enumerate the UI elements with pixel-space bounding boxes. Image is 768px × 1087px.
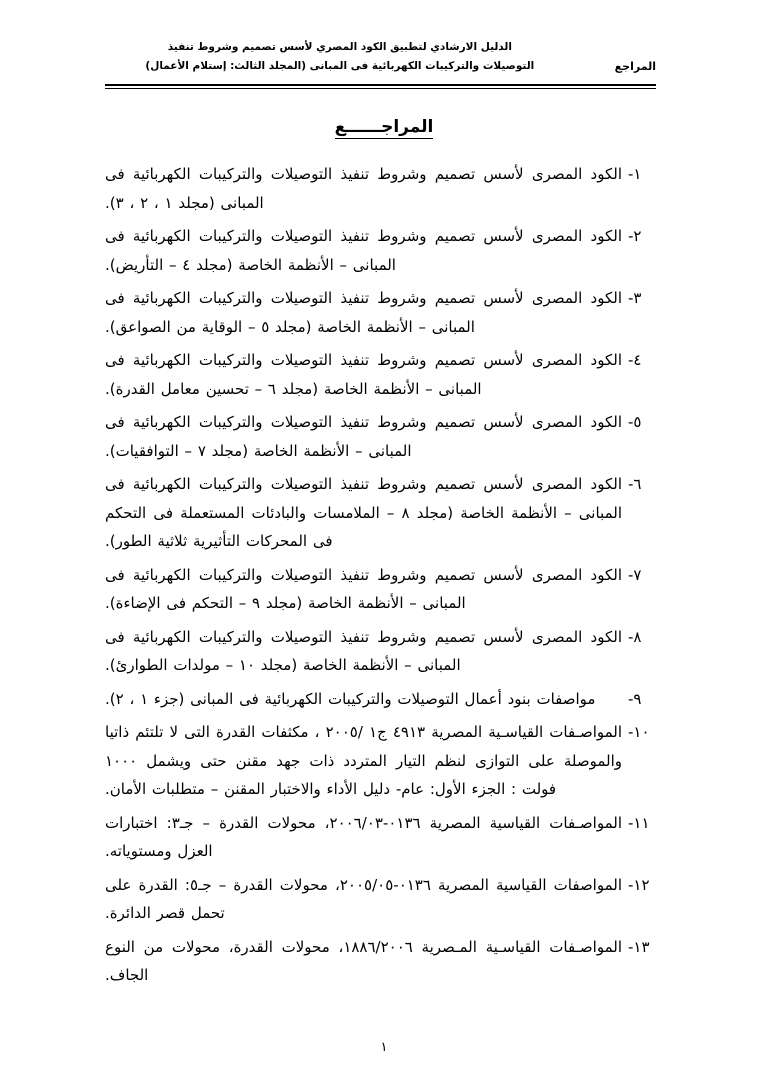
- page-title: [0, 114, 768, 140]
- header-title-block: [105, 38, 615, 76]
- list-item-number: ٥-: [628, 413, 642, 431]
- list-item-text: الكود المصرى لأسس تصميم وشروط تنفيذ التوصيلات والتركيبات الكهربائية فى المبانى – الأنظمة الخاصة (مجلد ١٠ – مولدات الطوارئ).: [105, 627, 622, 674]
- list-item-number: ٤-: [628, 351, 642, 369]
- list-item: [105, 685, 656, 714]
- list-item-number: ١٠-: [628, 723, 650, 741]
- reference-list: [105, 160, 656, 995]
- list-item-text: الكود المصرى لأسس تصميم وشروط تنفيذ التوصيلات والتركيبات الكهربائية فى المبانى – الأنظمة الخاصة (مجلد ٥ – الوقاية من الصواعق).: [105, 289, 622, 336]
- list-item-number: ١٣-: [628, 937, 650, 956]
- list-item-number: ٨-: [628, 627, 642, 646]
- list-item-text: المواصـفات القياسية المصرية ٠١٣٦-٢٠٠٦/٠٣، محولات القدرة – جـ٣: اختبارات العزل ومستوياته.: [105, 813, 622, 860]
- header-rule-thin: [105, 88, 656, 89]
- list-item-text: الكود المصرى لأسس تصميم وشروط تنفيذ التوصيلات والتركيبات الكهربائية فى المبانى – الأنظمة الخاصة (مجلد ٧ – التوافقيات).: [105, 413, 622, 460]
- list-item: [105, 561, 656, 618]
- page-number: ١: [380, 1040, 388, 1055]
- list-item: [105, 623, 656, 680]
- header-chapter-label: المراجع: [614, 60, 656, 73]
- list-item-number: ٦-: [628, 475, 642, 493]
- list-item-text: الكود المصرى لأسس تصميم وشروط تنفيذ التوصيلات والتركيبات الكهربائية فى المبانى – الأنظمة الخاصة (مجلد ٨ – الملامسات والبادئات المستعملة فى التحكم فى المحركات التأثيرية ثلاثية الطور).: [105, 475, 622, 550]
- list-item: [105, 284, 656, 341]
- list-item: [105, 809, 656, 866]
- list-item-text: الكود المصرى لأسس تصميم وشروط تنفيذ التوصيلات والتركيبات الكهربائية فى المبانى (مجلد ١ ، ٢ ، ٣).: [105, 165, 622, 212]
- header-rule-thick: [105, 84, 656, 86]
- list-item: [105, 718, 656, 804]
- list-item: [105, 222, 656, 279]
- list-item-number: ١١-: [628, 813, 650, 832]
- list-item-number: ١٢-: [628, 875, 650, 894]
- header-title-line-1: الدليل الارشادي لتطبيق الكود المصري لأسس تصميم وشروط تنفيذ: [167, 41, 512, 53]
- list-item-number: ٧-: [628, 565, 642, 584]
- list-item-text: الكود المصرى لأسس تصميم وشروط تنفيذ التوصيلات والتركيبات الكهربائية فى المبانى – الأنظمة الخاصة (مجلد ٩ – التحكم فى الإضاءة).: [105, 565, 622, 612]
- list-item: [105, 160, 656, 217]
- list-item-number: ٢-: [628, 227, 642, 245]
- list-item-number: ٩-: [628, 689, 642, 708]
- list-item: [105, 871, 656, 928]
- list-item-number: ١-: [628, 165, 642, 183]
- list-item: [105, 933, 656, 990]
- list-item: [105, 470, 656, 556]
- list-item-text: المواصـفات القياسـية المـصرية ١٨٨٦/٢٠٠٦، محولات القدرة، محولات من النوع الجاف.: [105, 937, 622, 984]
- page-header: [105, 38, 656, 84]
- page-title-text: المراجــــــع: [334, 117, 434, 137]
- list-item-text: مواصفات بنود أعمال التوصيلات والتركيبات الكهربائية فى المبانى (جزء ١ ، ٢).: [105, 689, 596, 708]
- header-title-line-2: التوصيلات والتركيبات الكهربائية فى المبانى (المجلد الثالث: إستلام الأعمال): [145, 60, 535, 72]
- list-item: [105, 346, 656, 403]
- list-item-text: الكود المصرى لأسس تصميم وشروط تنفيذ التوصيلات والتركيبات الكهربائية فى المبانى – الأنظمة الخاصة (مجلد ٤ – التأريض).: [105, 227, 622, 274]
- list-item-number: ٣-: [628, 289, 642, 307]
- list-item-text: المواصفات القياسية المصرية ٠١٣٦-٢٠٠٥/٠٥، محولات القدرة – جـ٥: القدرة على تحمل قصر الدائرة.: [105, 875, 623, 922]
- list-item: [105, 408, 656, 465]
- list-item-text: المواصـفات القياسـية المصرية ٤٩١٣ ج١ /٢٠٠٥ ، مكثفات القدرة التى لا تلتئم ذاتيا والموصلة على التوازى لنظم التيار المتردد ذات جهد مقنن حتى ويشمل ١٠٠٠ فولت : الجزء الأول: عام- دليل الأداء والاختبار المقنن – متطلبات الأمان.: [105, 723, 623, 798]
- list-item-text: الكود المصرى لأسس تصميم وشروط تنفيذ التوصيلات والتركيبات الكهربائية فى المبانى – الأنظمة الخاصة (مجلد ٦ – تحسين معامل القدرة).: [105, 351, 622, 398]
